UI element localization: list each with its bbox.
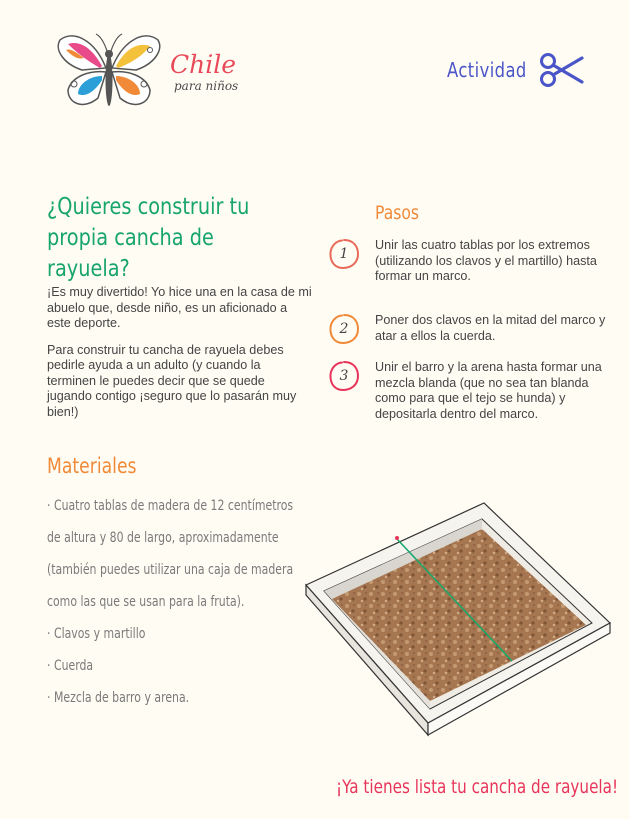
- materials-line: · Cuerda: [47, 658, 94, 674]
- materials-list: [47, 490, 312, 714]
- step-number-badge: [328, 360, 360, 392]
- materials-line: · Cuatro tablas de madera de 12 centímetros: [47, 498, 294, 514]
- scissors-icon: [538, 52, 586, 88]
- logo-tagline: para niños: [174, 79, 239, 93]
- intro-paragraph: Para construir tu cancha de rayuela debes pedirle ayuda a un adulto (y cuando la terminen le puedes decir que se quede jugando contigo ¡seguro que lo pasarán muy bien!): [47, 342, 297, 419]
- step-text: Unir el barro y la arena hasta formar una mezcla blanda (que no sea tan blanda como para que el tejo se hunda) y depositarla dentro del marco.: [375, 360, 602, 421]
- materials-line: (también puedes utilizar una caja de madera: [47, 562, 294, 578]
- rayuela-box-illustration: [296, 495, 618, 745]
- intro-paragraph: ¡Es muy divertido! Yo hice una en la casa de mi abuelo que, desde niño, es un aficionado a este deporte.: [47, 285, 312, 330]
- materials-line: · Clavos y martillo: [47, 626, 146, 642]
- step-text: Unir las cuatro tablas por los extremos (utilizando los clavos y el martillo) hasta formar un marco.: [375, 238, 597, 283]
- steps-heading: Pasos: [375, 202, 420, 224]
- materials-line: · Mezcla de barro y arena.: [47, 690, 190, 706]
- butterfly-logo-icon: [54, 28, 164, 120]
- logo-wordmark: [170, 52, 238, 93]
- intro-text: [47, 285, 312, 431]
- materials-line: de altura y 80 de largo, aproximadamente: [47, 530, 279, 546]
- step-text: Poner dos clavos en la mitad del marco y atar a ellos la cuerda.: [375, 313, 606, 343]
- step-number: 1: [339, 246, 349, 262]
- page-title: ¿Quieres construir tu propia cancha de rayuela?: [47, 194, 250, 282]
- section-label: Actividad: [447, 58, 527, 82]
- step-number-badge: [328, 313, 360, 345]
- materials-line: como las que se usan para la fruta).: [47, 594, 245, 610]
- closing-message: ¡Ya tienes lista tu cancha de rayuela!: [336, 776, 619, 798]
- step-number-badge: [328, 238, 360, 270]
- logo-brand: Chile: [170, 50, 237, 79]
- step-number: 2: [339, 321, 349, 337]
- step-number: 3: [339, 368, 349, 384]
- materials-heading: Materiales: [47, 454, 137, 478]
